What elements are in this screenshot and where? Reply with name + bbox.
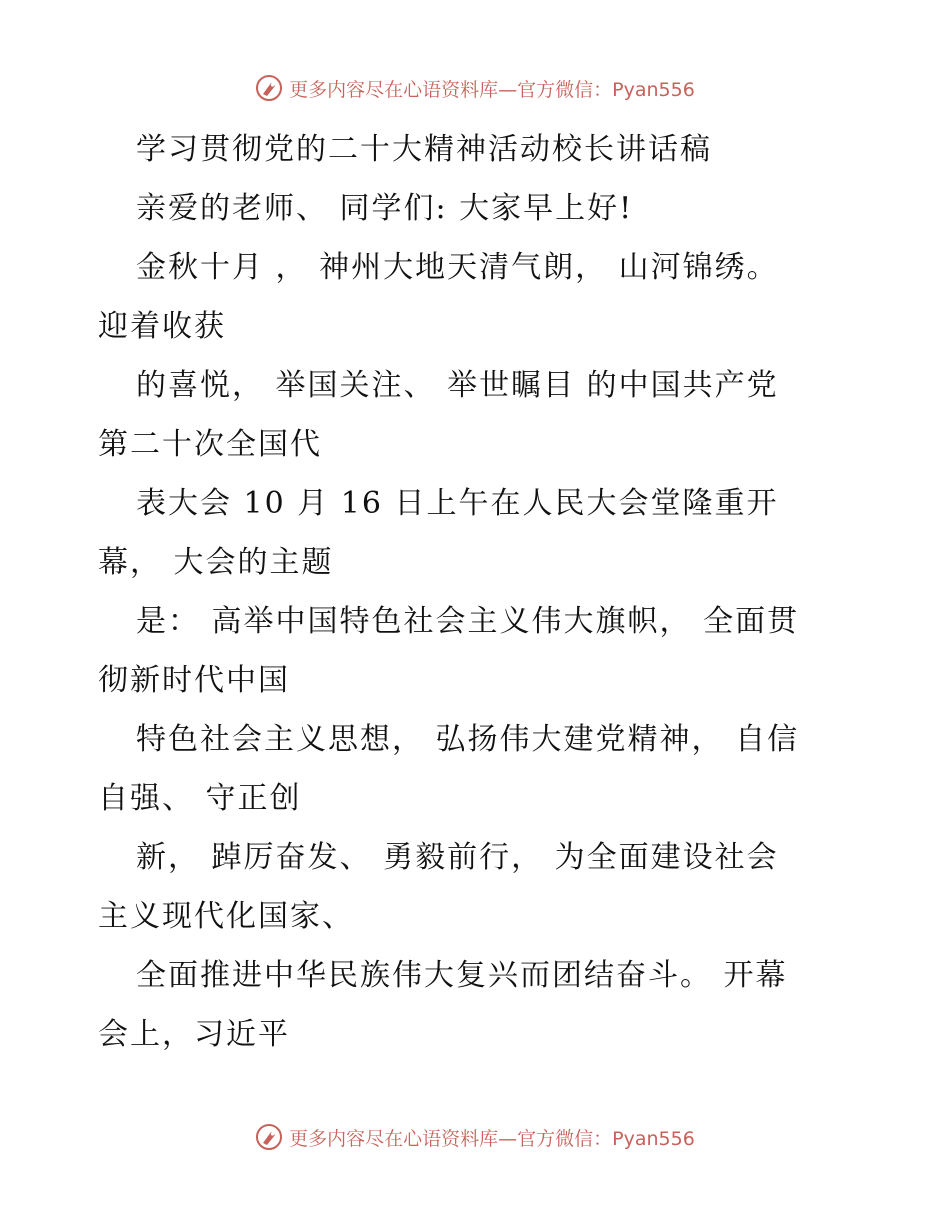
text-line: 幕， 大会的主题 — [98, 545, 334, 580]
text-line: 主义现代化国家、 — [98, 899, 354, 934]
text-line: 新， 踔厉奋发、 勇毅前行， 为全面建设社会 — [136, 840, 779, 875]
pen-nib-logo-icon — [255, 74, 283, 102]
document-body — [98, 120, 858, 1064]
text-line: 表大会 10 月 16 日上午在人民大会堂隆重开 — [136, 486, 779, 521]
text-line: 迎着收获 — [98, 309, 226, 344]
watermark-text: 更多内容尽在心语资料库—官方微信：Pyan556 — [289, 78, 695, 101]
text-line: 第二十次全国代 — [98, 427, 322, 462]
header-watermark — [0, 74, 950, 102]
text-line: 会上，习近平 — [98, 1017, 290, 1052]
text-line: 亲爱的老师、 同学们: 大家早上好! — [136, 191, 634, 226]
pen-nib-logo-icon — [255, 1123, 283, 1151]
footer-watermark — [0, 1123, 950, 1151]
text-line: 学习贯彻党的二十大精神活动校长讲话稿 — [136, 132, 712, 167]
text-line: 全面推进中华民族伟大复兴而团结奋斗。 开幕 — [136, 958, 788, 993]
watermark-text: 更多内容尽在心语资料库—官方微信：Pyan556 — [289, 1127, 695, 1150]
text-line: 自强、 守正创 — [98, 781, 302, 816]
text-line: 金秋十月 ， 神州大地天清气朗， 山河锦绣。 — [136, 250, 779, 285]
text-line: 的喜悦， 举国关注、 举世瞩目 的中国共产党 — [136, 368, 779, 403]
text-line: 是： 高举中国特色社会主义伟大旗帜， 全面贯 — [136, 604, 800, 639]
text-line: 特色社会主义思想， 弘扬伟大建党精神， 自信 — [136, 722, 800, 757]
text-line: 彻新时代中国 — [98, 663, 290, 698]
